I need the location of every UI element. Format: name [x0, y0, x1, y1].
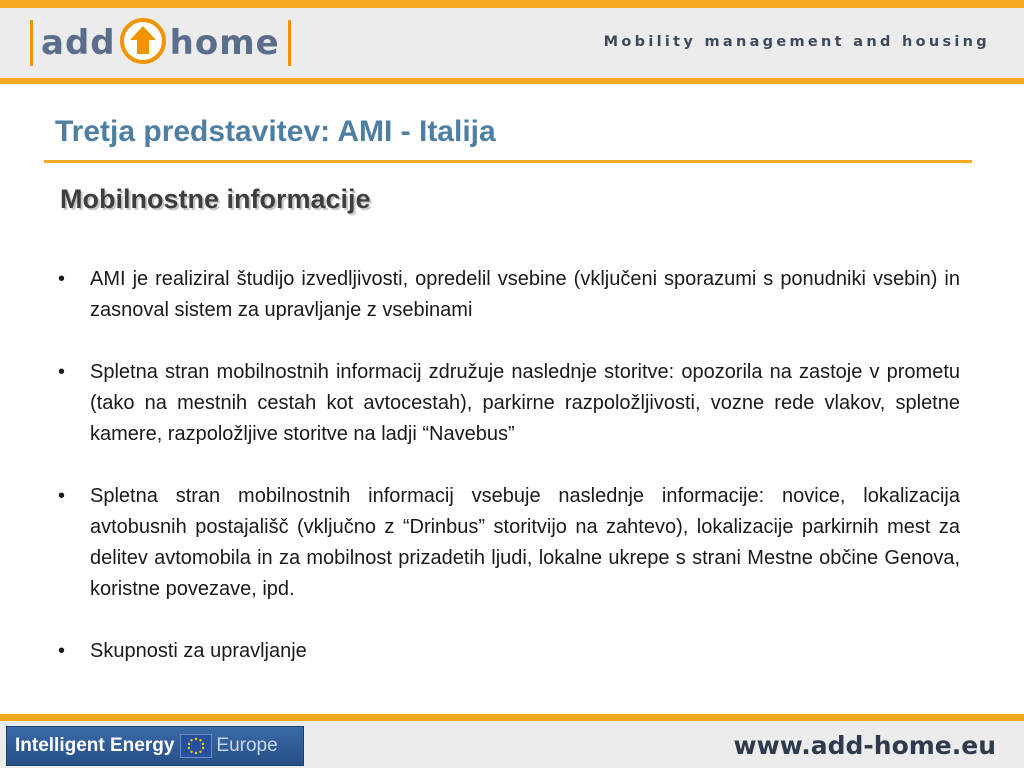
bullet-text: Skupnosti za upravljanje: [90, 640, 307, 662]
footer-url-link[interactable]: www.add-home.eu: [733, 731, 996, 760]
bullet-text: AMI je realiziral študijo izvedljivosti, opredelil vsebine (vključeni sporazumi s ponudniki vsebin) in zasnoval sistem za upravljanje z vsebinami: [90, 268, 960, 321]
bullet-item: [58, 636, 960, 667]
header-top-stripe: [0, 0, 1024, 8]
bullet-dot: •: [58, 485, 66, 507]
eu-flag-icon: [180, 734, 212, 758]
logo-bar-right: [288, 20, 291, 66]
logo-word-add: add: [41, 23, 116, 63]
slide-subtitle: Mobilnostne informacije: [60, 184, 371, 214]
bullet-dot: •: [58, 640, 66, 662]
slide-title: Tretja predstavitev: AMI - Italija: [55, 115, 496, 148]
add-home-logo: [30, 18, 291, 68]
footer-divider: [0, 714, 1024, 721]
intelligent-energy-europe-logo: [6, 726, 304, 766]
program-logo-light-text: Europe: [216, 735, 278, 756]
bullet-list: [58, 264, 960, 698]
bullet-item: [58, 481, 960, 605]
logo-bar-left: [30, 20, 33, 66]
bullet-dot: •: [58, 361, 66, 383]
bullet-dot: •: [58, 268, 66, 290]
header-divider: [0, 78, 1024, 84]
logo-word-home: home: [169, 23, 280, 63]
bullet-item: [58, 357, 960, 450]
header-tagline: Mobility management and housing: [603, 34, 990, 50]
house-arrow-icon: [120, 18, 166, 69]
bullet-text: Spletna stran mobilnostnih informacij vsebuje naslednje informacije: novice, lokalizacija avtobusnih postajališč (vključno z “Drinbus” storitvijo na zahtevo), lokalizacije parkirnih mest za delitev avtomobila in za mobilnost prizadetih ljudi, lokalne ukrepe s strani Mestne občine Genova, koristne povezave, ipd.: [90, 485, 960, 600]
title-underline: [44, 160, 972, 163]
bullet-text: Spletna stran mobilnostnih informacij združuje naslednje storitve: opozorila na zastoje v prometu (tako na mestnih cestah kot avtocestah), parkirne razpoložljivosti, vozne rede vlakov, spletne kamere, razpoložljive storitve na ladji “Navebus”: [90, 361, 960, 445]
bullet-item: [58, 264, 960, 326]
program-logo-bold-text: Intelligent Energy: [15, 735, 175, 756]
